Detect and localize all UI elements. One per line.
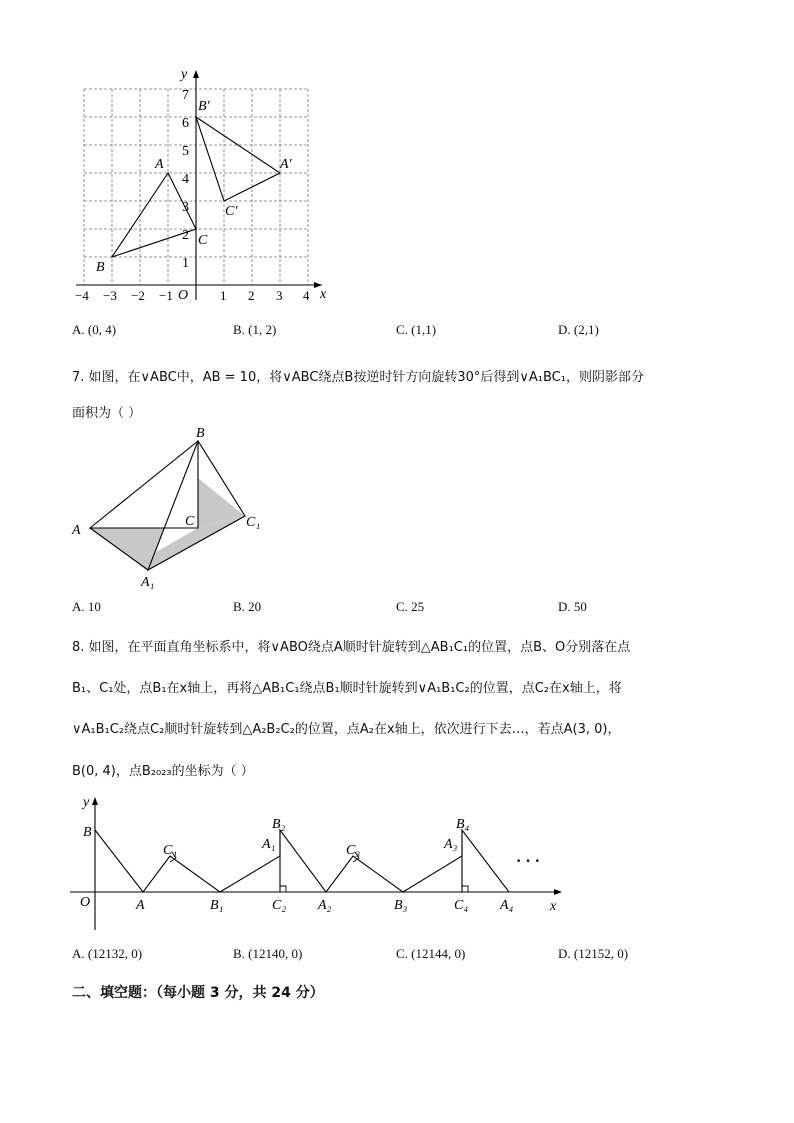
section-two-heading: 二、填空题：（每小题 3 分，共 24 分） <box>72 985 324 1001</box>
q8-label-a2: A₂ <box>318 898 332 913</box>
q8-label-b2: B₂ <box>272 817 286 832</box>
svg-text:2: 2 <box>182 228 189 243</box>
q6-origin-label: O <box>178 288 189 303</box>
svg-text:2: 2 <box>248 288 255 303</box>
q8-label-y: y <box>83 795 90 810</box>
q7-label-a1: A₁ <box>141 575 155 590</box>
q6-label-a-prime: A′ <box>280 157 292 172</box>
q8-option-d[interactable]: D. (12152, 0) <box>558 946 629 961</box>
q6-option-d[interactable]: D. (2,1) <box>558 322 599 337</box>
q8-label-a1: A₁ <box>262 837 276 852</box>
q8-label-c3: C₃ <box>346 843 361 858</box>
svg-text:5: 5 <box>182 144 189 159</box>
q7-option-a[interactable]: A. 10 <box>72 599 101 614</box>
q6-label-b: B <box>96 260 105 275</box>
q8-label-c2: C₂ <box>272 898 287 913</box>
q6-label-a: A <box>155 157 164 172</box>
q7-option-d[interactable]: D. 50 <box>558 599 587 614</box>
svg-text:4: 4 <box>182 172 189 187</box>
q8-option-a[interactable]: A. (12132, 0) <box>72 946 143 961</box>
q6-y-ticks <box>182 88 189 271</box>
q8-text-line4: B(0, 4)，点B₂₀₂₃的坐标为（ ） <box>72 764 254 779</box>
svg-text:−4: −4 <box>75 288 89 303</box>
svg-text:−3: −3 <box>103 288 117 303</box>
q6-label-b-prime: B′ <box>198 99 210 114</box>
q8-label-a: A <box>136 898 145 913</box>
q8-label-b1: B₁ <box>210 898 224 913</box>
svg-text:3: 3 <box>182 200 189 215</box>
q8-continuation-dots: · · · <box>516 853 541 870</box>
q8-text-line2: B₁、C₁处，点B₁在x轴上，再将△AB₁C₁绕点B₁顺时针旋转到∨A₁B₁C₂的位置，点C₂在x轴上，将 <box>72 681 622 696</box>
q8-rolling-triangle-figure <box>70 792 570 932</box>
q7-rotation-figure <box>68 422 278 594</box>
svg-text:−2: −2 <box>131 288 145 303</box>
q6-option-b[interactable]: B. (1, 2) <box>233 322 277 337</box>
q8-label-a4: A₄ <box>500 898 514 913</box>
svg-text:1: 1 <box>220 288 227 303</box>
q8-label-x: x <box>550 899 557 914</box>
q6-option-a[interactable]: A. (0, 4) <box>72 322 117 337</box>
q6-label-c: C <box>198 233 208 248</box>
q8-label-b3: B₃ <box>394 898 408 913</box>
svg-text:−1: −1 <box>159 288 173 303</box>
q6-label-c-prime: C′ <box>225 204 238 219</box>
q8-label-a3: A₃ <box>444 837 458 852</box>
q7-option-c[interactable]: C. 25 <box>396 599 425 614</box>
q8-label-b: B <box>83 825 92 840</box>
q7-label-a: A <box>72 523 81 538</box>
q6-y-axis-label: y <box>181 67 188 82</box>
q6-coordinate-figure <box>70 62 340 308</box>
q6-option-c[interactable]: C. (1,1) <box>396 322 437 337</box>
q6-x-ticks <box>75 288 310 303</box>
q7-label-c1: C₁ <box>246 515 261 530</box>
q8-text-line3: ∨A₁B₁C₂绕点C₂顺时针旋转到△A₂B₂C₂的位置，点A₂在x轴上，依次进行下去…，若点A(3, 0)， <box>72 722 621 737</box>
q7-text-line2: 面积为（ ） <box>72 406 142 421</box>
q7-option-b[interactable]: B. 20 <box>233 599 262 614</box>
q8-label-c1: C₁ <box>163 843 178 858</box>
q7-text-line1: 7. 如图，在∨ABC中，AB = 10，将∨ABC绕点B按逆时针方向旋转30°后得到∨A₁BC₁，则阴影部分 <box>72 370 644 385</box>
svg-text:3: 3 <box>276 288 283 303</box>
q8-text-line1: 8. 如图，在平面直角坐标系中，将∨ABO绕点A顺时针旋转到△AB₁C₁的位置，点B、O分别落在点 <box>72 640 631 655</box>
svg-text:7: 7 <box>182 88 189 103</box>
svg-text:4: 4 <box>303 288 310 303</box>
q8-label-c4: C₄ <box>454 898 469 913</box>
svg-text:1: 1 <box>182 256 189 271</box>
q8-label-o: O <box>80 895 91 910</box>
q7-label-c: C <box>185 514 195 529</box>
q7-label-b: B <box>196 426 205 441</box>
q6-x-axis-label: x <box>320 287 327 302</box>
q8-option-b[interactable]: B. (12140, 0) <box>233 946 303 961</box>
q8-option-c[interactable]: C. (12144, 0) <box>396 946 466 961</box>
q8-label-b4: B₄ <box>456 817 470 832</box>
svg-text:6: 6 <box>182 116 189 131</box>
